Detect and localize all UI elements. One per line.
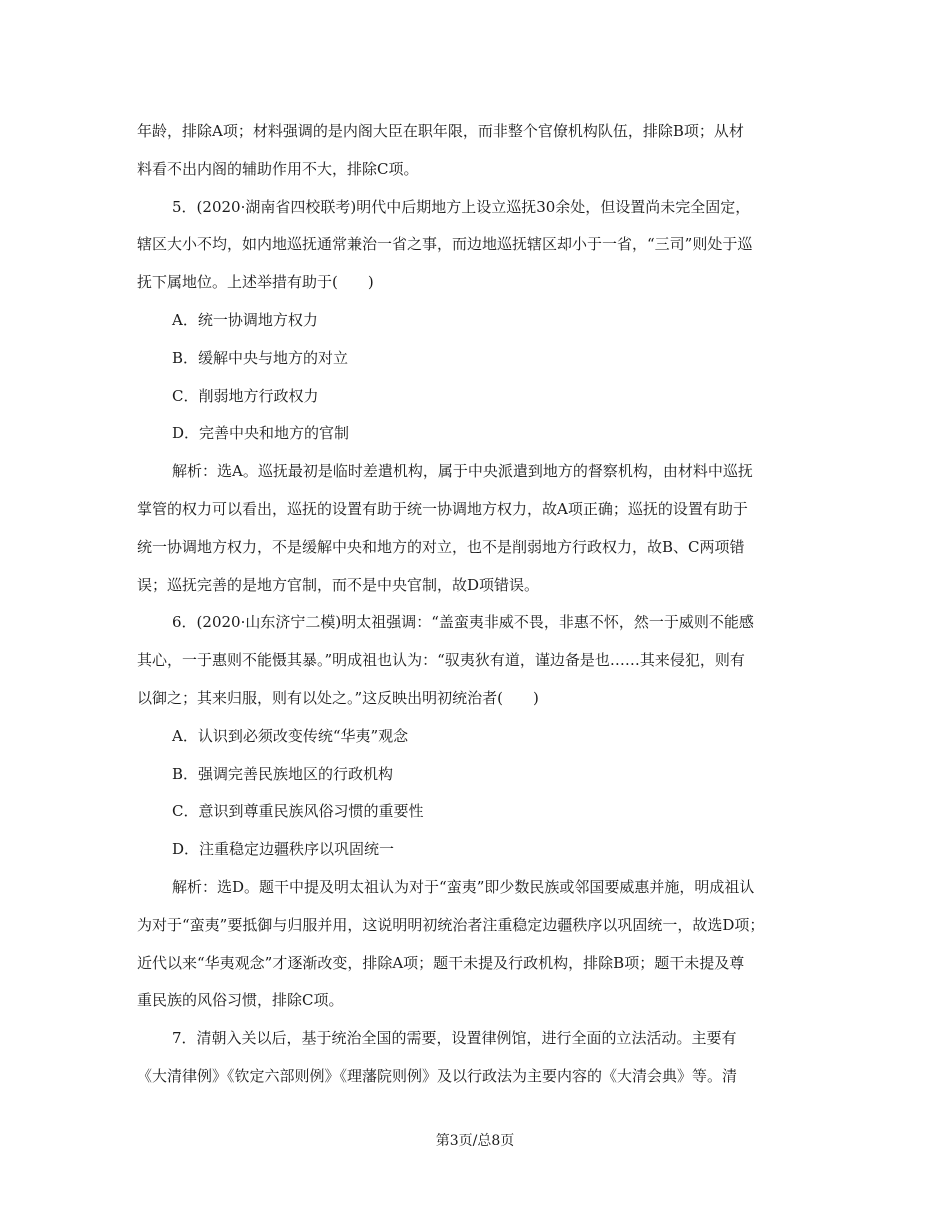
text-line: 掌管的权力可以看出，巡抚的设置有助于统一协调地方权力，故A项正确；巡抚的设置有助于: [137, 499, 748, 518]
text-line: A．统一协调地方权力: [172, 310, 318, 329]
text-line: B．缓解中央与地方的对立: [172, 348, 349, 367]
text-line: 其心，一于惠则不能慑其暴。”明成祖也认为：“驭夷狄有道，谨边备是也……其来侵犯，则有: [137, 651, 745, 670]
text-line: 料看不出内阁的辅助作用不大，排除C项。: [137, 159, 419, 178]
text-line: 解析：选D。题干中提及明太祖认为对于“蛮夷”即少数民族或邻国要威惠并施，明成祖认: [172, 877, 755, 896]
text-line: D．注重稳定边疆秩序以巩固统一: [172, 840, 395, 859]
text-line: 解析：选A。巡抚最初是临时差遣机构，属于中央派遣到地方的督察机构，由材料中巡抚: [172, 462, 753, 481]
page-footer: 第3页/总8页: [435, 1133, 515, 1149]
text-line: 统一协调地方权力，不是缓解中央和地方的对立，也不是削弱地方行政权力，故B、C两项错: [137, 537, 745, 556]
page-body: [137, 113, 817, 1096]
text-line: 辖区大小不均，如内地巡抚通常兼治一省之事，而边地巡抚辖区却小于一省，“三司”则处于巡: [137, 235, 753, 254]
text-line: 误；巡抚完善的是地方官制，而不是中央官制，故D项错误。: [137, 575, 540, 594]
text-line: 年龄，排除A项；材料强调的是内阁大臣在职年限，而非整个官僚机构队伍，排除B项；从材: [137, 122, 744, 140]
text-line: 6．(2020·山东济宁二模)明太祖强调：“盖蛮夷非威不畏，非惠不怀，然一于威则不能感: [172, 613, 754, 632]
text-line: 7．清朝入关以后，基于统治全国的需要，设置律例馆，进行全面的立法活动。主要有: [172, 1029, 737, 1048]
text-line: 重民族的风俗习惯，排除C项。: [137, 991, 344, 1010]
text-line: 以御之；其来归服，则有以处之。”这反映出明初统治者( ): [137, 688, 539, 707]
text-line: B．强调完善民族地区的行政机构: [172, 764, 394, 783]
text-line: 5．(2020·湖南省四校联考)明代中后期地方上设立巡抚30余处，但设置尚未完全固定，: [172, 197, 751, 216]
text-line: A．认识到必须改变传统“华夷”观念: [172, 726, 409, 745]
text-line: 为对于“蛮夷”要抵御与归服并用，这说明明初统治者注重稳定边疆秩序以巩固统一，故选D项；: [137, 915, 765, 934]
text-line: C．意识到尊重民族风俗习惯的重要性: [172, 802, 424, 821]
text-line: D．完善中央和地方的官制: [172, 424, 350, 443]
text-line: 《大清律例》《钦定六部则例》《理藩院则例》及以行政法为主要内容的《大清会典》等。清: [137, 1066, 738, 1085]
text-line: 近代以来“华夷观念”才逐渐改变，排除A项；题干未提及行政机构，排除B项；题干未提及尊: [137, 953, 745, 972]
text-line: 抚下属地位。上述举措有助于( ): [137, 273, 374, 292]
text-line: C．削弱地方行政权力: [172, 386, 319, 405]
